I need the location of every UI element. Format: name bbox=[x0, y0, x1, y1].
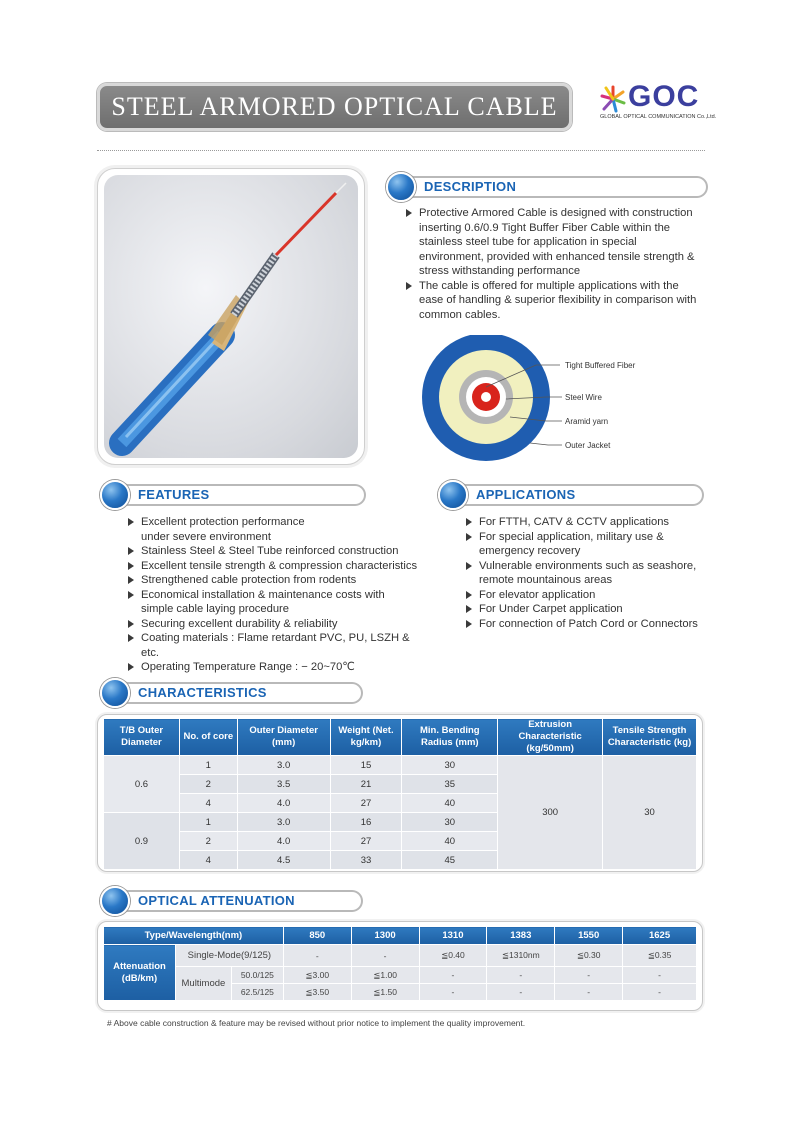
table-cell: 21 bbox=[330, 775, 402, 794]
table-cell: - bbox=[419, 967, 487, 984]
diagram-label: Outer Jacket bbox=[565, 441, 611, 450]
column-header: Min. Bending Radius (mm) bbox=[402, 719, 498, 756]
extrusion-cell: 300 bbox=[498, 756, 603, 870]
table-cell: 3.5 bbox=[237, 775, 330, 794]
table-cell: 1 bbox=[179, 756, 237, 775]
table-cell: 30 bbox=[402, 813, 498, 832]
column-header: T/B Outer Diameter bbox=[104, 719, 180, 756]
fiber-type-cell: 50.0/125 bbox=[231, 967, 283, 984]
tensile-cell: 30 bbox=[603, 756, 697, 870]
list-item: For connection of Patch Cord or Connectors bbox=[464, 617, 704, 632]
list-item: Coating materials : Flame retardant PVC, PU, LSZH & etc. bbox=[126, 631, 426, 660]
type-wavelength-header: Type/Wavelength(nm) bbox=[104, 927, 284, 945]
cable-illustration bbox=[104, 175, 358, 458]
list-item: Securing excellent durability & reliability bbox=[126, 617, 426, 632]
section-header-features bbox=[100, 480, 366, 510]
table-cell: - bbox=[555, 984, 623, 1001]
table-cell: 35 bbox=[402, 775, 498, 794]
column-header: Weight (Net. kg/km) bbox=[330, 719, 402, 756]
list-item: Vulnerable environments such as seashore, remote mountainous areas bbox=[464, 559, 704, 588]
table-cell: - bbox=[487, 967, 555, 984]
list-item: The cable is offered for multiple applications with the ease of handling & superior flexibility in comparison with common cables. bbox=[404, 279, 704, 323]
table-cell: - bbox=[623, 967, 697, 984]
product-photo bbox=[104, 175, 358, 458]
table-cell: ≦1.00 bbox=[351, 967, 419, 984]
list-item: Operating Temperature Range : − 20~70℃ bbox=[126, 660, 426, 675]
table-cell: - bbox=[487, 984, 555, 1001]
list-item: Protective Armored Cable is designed with construction inserting 0.6/0.9 Tight Buffer Fiber Cable within the stainless steel tube for application in special environment, provided with enhanced tensile strength & stress withstanding performance bbox=[404, 206, 704, 279]
table-cell: - bbox=[419, 984, 487, 1001]
diagram-label: Aramid yarn bbox=[565, 417, 609, 426]
wavelength-header: 1383 bbox=[487, 927, 555, 945]
wavelength-header: 1550 bbox=[555, 927, 623, 945]
column-header: Tensile Strength Characteristic (kg) bbox=[603, 719, 697, 756]
section-header-applications bbox=[438, 480, 704, 510]
list-item: Excellent protection performance under severe environment bbox=[126, 515, 326, 544]
wavelength-header: 1625 bbox=[623, 927, 697, 945]
wavelength-header: 850 bbox=[283, 927, 351, 945]
tb-diameter-cell: 0.9 bbox=[104, 813, 180, 870]
features-heading: FEATURES bbox=[138, 487, 210, 502]
optical-attenuation-table bbox=[103, 926, 697, 1001]
table-cell: 33 bbox=[330, 851, 402, 870]
section-bullet-icon bbox=[438, 480, 468, 510]
single-mode-label: Single-Mode(9/125) bbox=[175, 945, 283, 967]
table-cell: 30 bbox=[402, 756, 498, 775]
table-cell: 2 bbox=[179, 832, 237, 851]
list-item: For FTTH, CATV & CCTV applications bbox=[464, 515, 704, 530]
table-cell: 16 bbox=[330, 813, 402, 832]
list-item: For special application, military use & emergency recovery bbox=[464, 530, 704, 559]
diagram-label: Tight Buffered Fiber bbox=[565, 361, 636, 370]
table-cell: 45 bbox=[402, 851, 498, 870]
list-item: Strengthened cable protection from rodents bbox=[126, 573, 426, 588]
table-cell: 1 bbox=[179, 813, 237, 832]
table-cell: 4.5 bbox=[237, 851, 330, 870]
column-header: Extrusion Characteristic (kg/50mm) bbox=[498, 719, 603, 756]
header-divider bbox=[97, 150, 705, 151]
table-cell: 15 bbox=[330, 756, 402, 775]
table-cell: 4 bbox=[179, 794, 237, 813]
page-title: STEEL ARMORED OPTICAL CABLE bbox=[97, 83, 572, 131]
logo-subtitle: GLOBAL OPTICAL COMMUNICATION Co.,Ltd. bbox=[600, 114, 717, 120]
table-cell: 2 bbox=[179, 775, 237, 794]
table-cell: ≦0.30 bbox=[555, 945, 623, 967]
table-cell: 40 bbox=[402, 832, 498, 851]
applications-heading: APPLICATIONS bbox=[476, 487, 576, 502]
table-cell: 40 bbox=[402, 794, 498, 813]
product-photo-frame bbox=[97, 168, 365, 465]
table-cell: ≦3.00 bbox=[283, 967, 351, 984]
characteristics-table bbox=[103, 718, 697, 870]
table-row bbox=[104, 967, 697, 984]
table-cell: 4 bbox=[179, 851, 237, 870]
section-bullet-icon bbox=[100, 886, 130, 916]
fiber-type-cell: 62.5/125 bbox=[231, 984, 283, 1001]
list-item: Economical installation & maintenance costs with simple cable laying procedure bbox=[126, 588, 396, 617]
table-cell: 4.0 bbox=[237, 832, 330, 851]
section-bullet-icon bbox=[100, 678, 130, 708]
table-cell: - bbox=[351, 945, 419, 967]
section-header-description bbox=[386, 172, 708, 202]
wavelength-header: 1310 bbox=[419, 927, 487, 945]
logo-star-icon bbox=[598, 84, 628, 114]
list-item: For Under Carpet application bbox=[464, 602, 704, 617]
table-cell: 4.0 bbox=[237, 794, 330, 813]
multimode-label: Multimode bbox=[175, 967, 231, 1001]
section-header-optical bbox=[100, 886, 363, 916]
table-cell: 3.0 bbox=[237, 756, 330, 775]
footnote: # Above cable construction & feature may be revised without prior notice to implement the quality improvement. bbox=[107, 1018, 526, 1028]
description-heading: DESCRIPTION bbox=[424, 179, 517, 194]
applications-list bbox=[464, 515, 704, 631]
list-item: Excellent tensile strength & compression characteristics bbox=[126, 559, 426, 574]
column-header: No. of core bbox=[179, 719, 237, 756]
table-cell: 27 bbox=[330, 832, 402, 851]
table-row bbox=[104, 756, 697, 775]
wavelength-header: 1300 bbox=[351, 927, 419, 945]
logo-wordmark: GOC bbox=[628, 80, 700, 113]
attenuation-label-cell: Attenuation (dB/km) bbox=[104, 945, 176, 1001]
list-item: For elevator application bbox=[464, 588, 704, 603]
table-row bbox=[104, 945, 697, 967]
table-cell: ≦0.35 bbox=[623, 945, 697, 967]
table-cell: - bbox=[555, 967, 623, 984]
table-cell: 27 bbox=[330, 794, 402, 813]
table-cell: 3.0 bbox=[237, 813, 330, 832]
table-cell: - bbox=[283, 945, 351, 967]
column-header: Outer Diameter (mm) bbox=[237, 719, 330, 756]
section-bullet-icon bbox=[386, 172, 416, 202]
description-list bbox=[404, 206, 704, 322]
table-cell: ≦3.50 bbox=[283, 984, 351, 1001]
list-item: Stainless Steel & Steel Tube reinforced construction bbox=[126, 544, 426, 559]
table-cell: ≦1.50 bbox=[351, 984, 419, 1001]
company-logo bbox=[598, 80, 717, 130]
section-header-characteristics bbox=[100, 678, 363, 708]
table-cell: ≦1310nm bbox=[487, 945, 555, 967]
optical-heading: OPTICAL ATTENUATION bbox=[138, 893, 295, 908]
table-cell: ≦0.40 bbox=[419, 945, 487, 967]
features-list bbox=[126, 515, 426, 675]
table-cell: - bbox=[623, 984, 697, 1001]
tb-diameter-cell: 0.6 bbox=[104, 756, 180, 813]
cable-cross-section-diagram bbox=[420, 335, 680, 465]
characteristics-heading: CHARACTERISTICS bbox=[138, 685, 267, 700]
cross-section-graphic bbox=[420, 335, 680, 465]
section-bullet-icon bbox=[100, 480, 130, 510]
diagram-label: Steel Wire bbox=[565, 393, 602, 402]
